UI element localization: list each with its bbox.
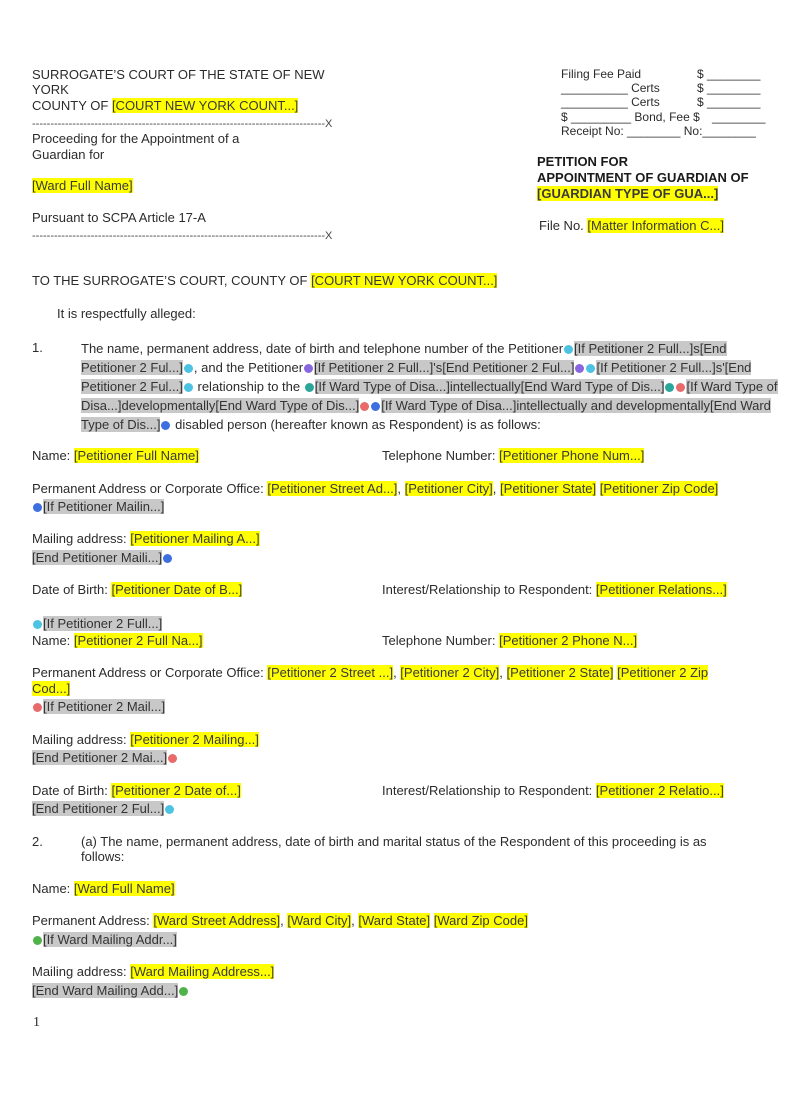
pet1-end-mailing-field[interactable]: [End Petitioner Maili...] (32, 550, 163, 565)
pet1-name-row (32, 448, 199, 464)
certs-line2: __________ Certs (561, 95, 660, 109)
certs-amount1: $ ________ (697, 81, 761, 95)
filing-fee-label: Filing Fee Paid (561, 67, 642, 81)
ward-end-mail-field[interactable]: [End Ward Mailing Add...] (32, 983, 179, 998)
pet1-dob-field[interactable]: [Petitioner Date of B...] (111, 582, 243, 597)
cyan-marker-icon (184, 364, 193, 373)
cyan-marker-icon (184, 383, 193, 392)
red-marker-icon (676, 383, 685, 392)
ward-address-label: Permanent Address: (32, 913, 154, 928)
pet1-relationship-field[interactable]: [Petitioner Relations...] (595, 582, 727, 597)
pet2-address-row: Permanent Address or Corporate Office: [Petitioner 2 Street ...], [Petitioner 2 City], [Petitioner 2 State] [Petitioner 2 Zip (32, 665, 709, 680)
pet2-mailing-field[interactable]: [Petitioner 2 Mailing...] (130, 732, 259, 747)
blue-marker-icon (371, 402, 380, 411)
ward-state-field[interactable]: [Ward State] (358, 913, 431, 928)
file-no-field[interactable]: [Matter Information C...] (587, 218, 724, 233)
county-prefix: COUNTY OF (32, 98, 112, 113)
teal-marker-icon (665, 383, 674, 392)
page-number: 1 (33, 1015, 40, 1030)
pet1-mailing-field[interactable]: [Petitioner Mailing A...] (130, 531, 260, 546)
pet1-mailing-label: Mailing address: (32, 531, 131, 546)
pet2-phone-label: Telephone Number: (382, 633, 500, 648)
court-name-line1: SURROGATE’S COURT OF THE STATE OF NEW (32, 67, 325, 82)
if-petitioner2-field-1[interactable]: [If Petitioner 2 Full...] (574, 341, 694, 356)
pet2-mailing-row (32, 732, 259, 748)
pet2-end-field[interactable]: [End Petitioner 2 Ful...] (32, 801, 165, 816)
ward-mailing-row (32, 964, 274, 980)
petition-title-line3 (537, 186, 718, 202)
pet1-phone-field[interactable]: [Petitioner Phone Num...] (499, 448, 645, 463)
pet1-name-label: Name: (32, 448, 74, 463)
para2-number: 2. (32, 834, 43, 849)
pet2-if-mail-row (32, 699, 165, 715)
end-ward-type-field-3[interactable]: intellectually and developmentally[End Ward Type of Dis...] (81, 398, 771, 432)
para1-text-c: relationship to the (193, 379, 304, 394)
pet2-street-field[interactable]: [Petitioner 2 Street ...] (267, 665, 394, 680)
bond-fee-blank: ________ (712, 110, 766, 124)
court-name-line2: YORK (32, 82, 69, 97)
certs-line1: __________ Certs (561, 81, 660, 95)
end-petitioner2-field-2[interactable]: 's[End Petitioner 2 Ful...] (433, 360, 575, 375)
cyan-marker-icon (564, 345, 573, 354)
pet2-end-mail-row (32, 750, 178, 766)
para1-text (81, 339, 781, 434)
purple-marker-icon (575, 364, 584, 373)
pet1-zip-field[interactable]: [Petitioner Zip Code] (599, 481, 719, 496)
ward-name-row (32, 881, 175, 897)
county-field[interactable]: [COURT NEW YORK COUNT...] (111, 98, 299, 113)
pet1-state-field[interactable]: [Petitioner State] (500, 481, 597, 496)
red-marker-icon (168, 754, 177, 763)
caption-rule-bottom: --------------------------------------------------------------------------------X (32, 230, 333, 242)
pet1-dob-label: Date of Birth: (32, 582, 112, 597)
pet2-dob-field[interactable]: [Petitioner 2 Date of...] (111, 783, 241, 798)
to-court-text: TO THE SURROGATE’S COURT, COUNTY OF (32, 273, 312, 288)
end-ward-type-field-1[interactable]: intellectually[End Ward Type of Dis...] (449, 379, 665, 394)
teal-marker-icon (305, 383, 314, 392)
pet1-if-mailing-field[interactable]: [If Petitioner Mailin...] (43, 499, 165, 514)
file-no-label: File No. (539, 218, 588, 233)
pet2-city-field[interactable]: [Petitioner 2 City] (400, 665, 500, 680)
pet1-end-mailing-row (32, 550, 173, 566)
ward-if-mail-row (32, 932, 177, 948)
if-ward-type-field-1[interactable]: [If Ward Type of Disa...] (314, 379, 450, 394)
county-line (32, 98, 298, 114)
pet2-mailing-label: Mailing address: (32, 732, 131, 747)
pet2-zip-continued-row (32, 681, 70, 697)
to-court-county-field[interactable]: [COURT NEW YORK COUNT...] (311, 273, 498, 288)
end-ward-type-field-2[interactable]: developmentally[End Ward Type of Dis...] (121, 398, 360, 413)
pet2-address-label: Permanent Address or Corporate Office: (32, 665, 268, 680)
if-ward-type-field-3[interactable]: [If Ward Type of Disa...] (381, 398, 517, 413)
pet1-street-field[interactable]: [Petitioner Street Ad...] (267, 481, 398, 496)
pet1-address-row: Permanent Address or Corporate Office: [Petitioner Street Ad...], [Petitioner City], [Petitioner State] [Petitioner Zip Code] (32, 481, 719, 496)
pet2-relationship-field[interactable]: [Petitioner 2 Relatio...] (595, 783, 724, 798)
pet1-dob-row (32, 582, 242, 598)
para1-text-d: disabled person (hereafter known as Respondent) is as follows: (171, 417, 541, 432)
pet2-zip-field[interactable]: [Petitioner 2 Zip (617, 665, 709, 680)
para1-text-a: The name, permanent address, date of birth and telephone number of the Petitioner (81, 341, 564, 356)
pet2-name-row (32, 633, 203, 649)
cyan-marker-icon (586, 364, 595, 373)
red-marker-icon (33, 703, 42, 712)
ward-name-caption (32, 178, 133, 194)
pet2-dob-label: Date of Birth: (32, 783, 112, 798)
pet2-end-mail-field[interactable]: [End Petitioner 2 Mai...] (32, 750, 168, 765)
ward-mailing-label: Mailing address: (32, 964, 131, 979)
pet1-if-mailing-row (32, 499, 164, 515)
pet2-if-mail-field[interactable]: [If Petitioner 2 Mail...] (43, 699, 166, 714)
alleged-line: It is respectfully alleged: (57, 306, 196, 321)
pet2-phone-field[interactable]: [Petitioner 2 Phone N...] (499, 633, 638, 648)
receipt-line: Receipt No: ________ No:________ (561, 124, 756, 138)
purple-marker-icon (304, 364, 313, 373)
file-number (539, 218, 724, 234)
para2-line2: follows: (81, 849, 125, 864)
pet1-address-label: Permanent Address or Corporate Office: (32, 481, 268, 496)
blue-marker-icon (163, 554, 172, 563)
ward-city-field[interactable]: [Ward City] (287, 913, 352, 928)
ward-street-field[interactable]: [Ward Street Address] (153, 913, 281, 928)
to-court-line (32, 273, 497, 289)
pet2-end-row (32, 801, 175, 817)
caption-rule-top: --------------------------------------------------------------------------------X (32, 118, 333, 130)
blue-marker-icon (161, 421, 170, 430)
guardian-type-field[interactable]: [GUARDIAN TYPE OF GUA...] (537, 186, 719, 201)
pet2-name-label: Name: (32, 633, 74, 648)
pet2-dob-row (32, 783, 241, 799)
if-petitioner2-field-3[interactable]: [If Petitioner 2 Full...] (596, 360, 716, 375)
pet2-if-field[interactable]: [If Petitioner 2 Full...] (43, 616, 163, 631)
ward-name-field[interactable]: [Ward Full Name] (32, 178, 133, 193)
pet1-relationship-row (382, 582, 727, 598)
red-marker-icon (360, 402, 369, 411)
if-ward-type-field-2[interactable]: [If Ward Type of Disa...] (81, 379, 778, 413)
certs-amount2: $ ________ (697, 95, 761, 109)
pet1-phone-label: Telephone Number: (382, 448, 500, 463)
blue-marker-icon (33, 503, 42, 512)
ward-address-row: Permanent Address: [Ward Street Address], [Ward City], [Ward State] [Ward Zip Code] (32, 913, 528, 928)
proceeding-line2: Guardian for (32, 147, 105, 162)
green-marker-icon (179, 987, 188, 996)
pet1-city-field[interactable]: [Petitioner City] (404, 481, 493, 496)
ward-end-mail-row (32, 983, 189, 999)
ward-zip-field[interactable]: [Ward Zip Code] (433, 913, 528, 928)
ward-name-label: Name: (32, 881, 74, 896)
cyan-marker-icon (33, 620, 42, 629)
if-petitioner2-field-2[interactable]: [If Petitioner 2 Full...] (314, 360, 434, 375)
pet2-name-field[interactable]: [Petitioner 2 Full Na...] (73, 633, 203, 648)
filing-fee-amount: $ ________ (697, 67, 761, 81)
proceeding-line1: Proceeding for the Appointment of a (32, 131, 240, 146)
end-petitioner2-field-3[interactable]: s'[End Petitioner 2 Ful...] (81, 360, 752, 394)
pet2-zip-field-cont[interactable]: Cod...] (32, 681, 71, 696)
pet1-mailing-row (32, 531, 260, 547)
green-marker-icon (33, 936, 42, 945)
ward-if-mail-field[interactable]: [If Ward Mailing Addr...] (43, 932, 177, 947)
petition-title-line1: PETITION FOR (537, 154, 628, 169)
cyan-marker-icon (165, 805, 174, 814)
pet2-phone-row (382, 633, 637, 649)
para1-number: 1. (32, 340, 43, 355)
pet1-name-field[interactable]: [Petitioner Full Name] (73, 448, 199, 463)
para1-text-b: , and the Petitioner (193, 360, 304, 375)
pursuant-line: Pursuant to SCPA Article 17-A (32, 210, 206, 225)
pet2-if-row (32, 616, 162, 632)
petition-title-line2: APPOINTMENT OF GUARDIAN OF (537, 170, 749, 185)
pet2-state-field[interactable]: [Petitioner 2 State] (506, 665, 614, 680)
pet1-phone-row (382, 448, 644, 464)
bond-fee-line: $ _________ Bond, Fee $ (561, 110, 700, 124)
ward-mailing-field[interactable]: [Ward Mailing Address...] (130, 964, 275, 979)
end-petitioner2-field-1[interactable]: s[End Petitioner 2 Ful...] (81, 341, 727, 375)
pet2-relationship-label: Interest/Relationship to Respondent: (382, 783, 596, 798)
pet1-relationship-label: Interest/Relationship to Respondent: (382, 582, 596, 597)
ward-name-field-body[interactable]: [Ward Full Name] (73, 881, 175, 896)
pet2-relationship-row (382, 783, 724, 799)
para2-line1: (a) The name, permanent address, date of birth and marital status of the Respondent of this proceeding is as (81, 834, 707, 849)
